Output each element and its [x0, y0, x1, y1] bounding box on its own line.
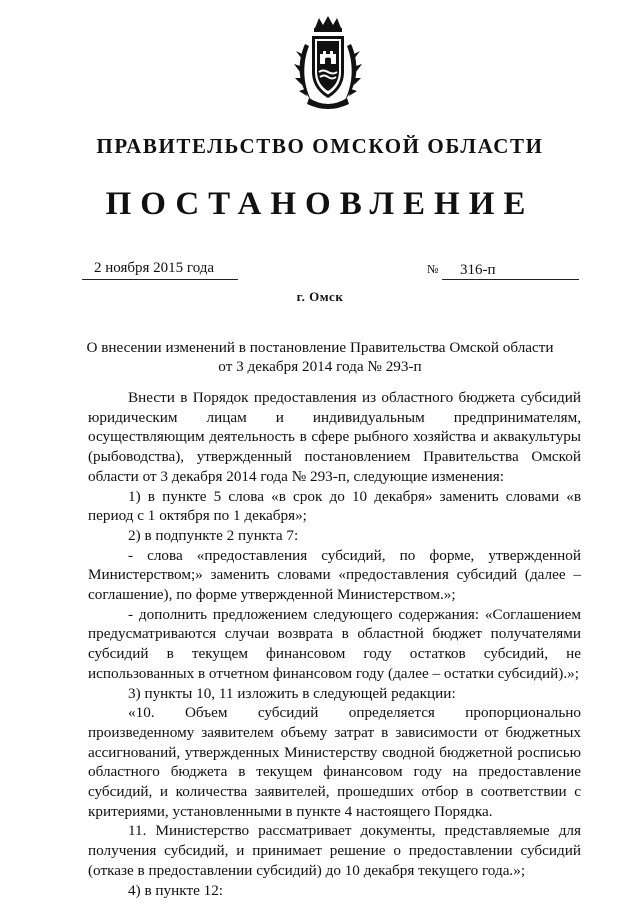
- paragraph: 3) пункты 10, 11 изложить в следующей редакции:: [128, 684, 456, 702]
- paragraph: 2) в подпункте 2 пункта 7:: [128, 526, 299, 544]
- document-body: [88, 388, 581, 900]
- paragraph: «10. Объем субсидий определяется пропорционально произведенному заявителем объему затрат в зависимости от бюджетных ассигнований, утвержденных Министерству сводной бюджетной росписью областного бюджета в текущем финансовом году на предоставление субсидий, и количества заявителей, прошедших отбор в соответствии с критериями, установленными в пункте 4 настоящего Порядка.: [88, 704, 581, 820]
- document-subject: [0, 338, 640, 376]
- paragraph: 1) в пункте 5 слова «в срок до 10 декабря» заменить словами «в период с 1 октября по 1 декабря»;: [88, 487, 581, 525]
- omsk-coat-of-arms-icon: [293, 14, 363, 114]
- document-date: [82, 260, 238, 277]
- number-underline: [442, 279, 579, 280]
- number-sign: №: [427, 262, 439, 276]
- paragraph: Внести в Порядок предоставления из областного бюджета субсидий юридическим лицам и индивидуальным предпринимателям, осуществляющим деятельность в сфере рыбного хозяйства и аквакультуры (рыбоводства), утвержденный постановлением Правительства Омской области от 3 декабря 2014 года № 293-п, следующие изменения:: [88, 389, 581, 485]
- document-type: ПОСТАНОВЛЕНИЕ: [105, 186, 535, 222]
- paragraph: - слова «предоставления субсидий, по форме, утвержденной Министерством;» заменить словами «предоставления субсидий (далее – соглашение), по форме утвержденной Министерством.»;: [88, 546, 581, 604]
- government-name: ПРАВИТЕЛЬСТВО ОМСКОЙ ОБЛАСТИ: [96, 134, 544, 158]
- paragraph: - дополнить предложением следующего содержания: «Соглашением предусматриваются случаи возврата в областной бюджет получателями субсидий в текущем финансовом году остатков субсидий, не использованных в отчетном финансовом году (далее – остатки субсидий).»;: [88, 605, 581, 682]
- paragraph: 11. Министерство рассматривает документы, представляемые для получения субсидий, и принимает решение о предоставлении субсидий (отказе в предоставлении субсидий) до 10 декабря текущего года.»;: [88, 822, 581, 879]
- date-underline: [82, 279, 238, 280]
- subject-line-1: О внесении изменений в постановление Правительства Омской области: [86, 339, 554, 356]
- subject-line-2: от 3 декабря 2014 года № 293-п: [218, 358, 422, 375]
- city: г. Омск: [296, 289, 344, 304]
- document-number-value: 316-п: [460, 262, 496, 278]
- paragraph: 4) в пункте 12:: [128, 881, 224, 899]
- document-date-text: 2 ноября 2015 года: [94, 260, 215, 276]
